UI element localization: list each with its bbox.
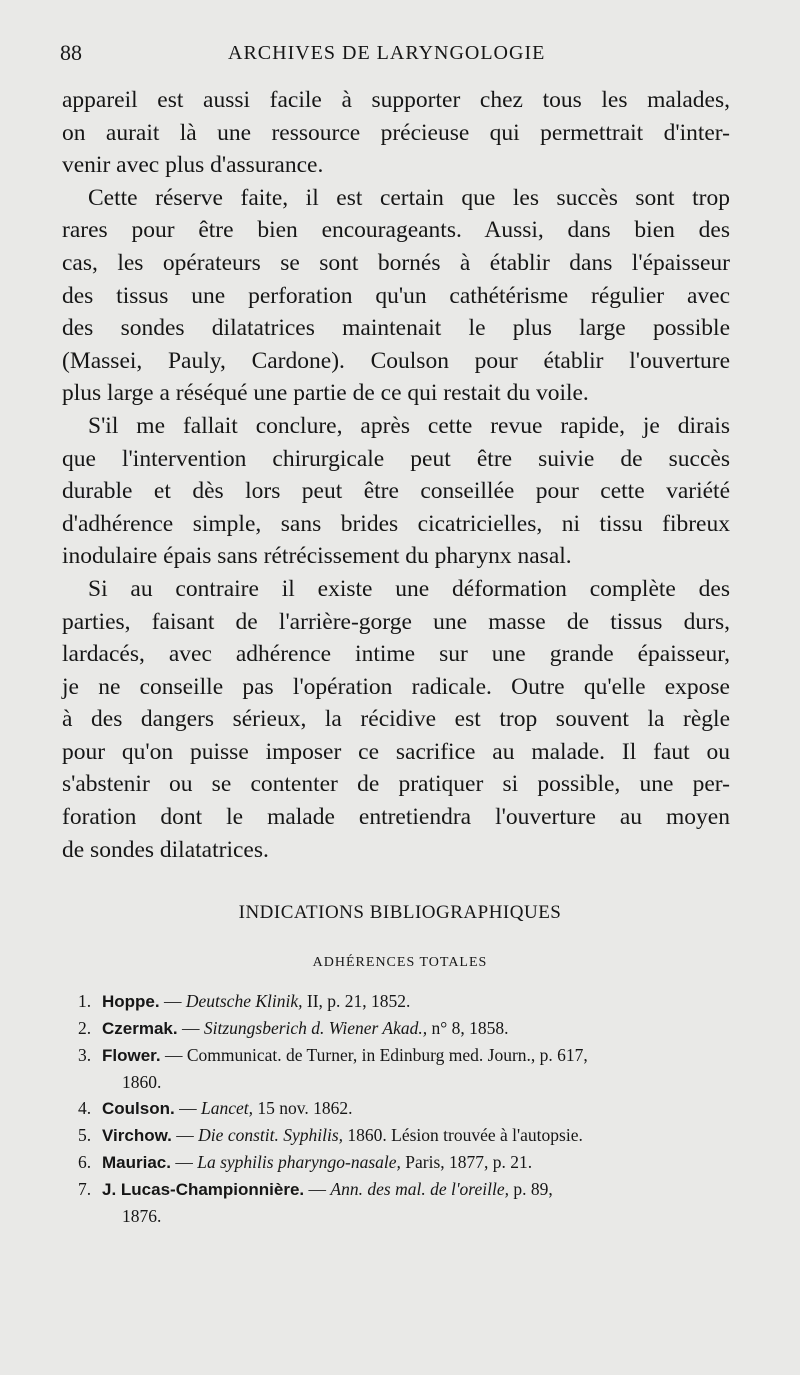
reference-separator: — xyxy=(159,991,186,1011)
text-line: on aurait là une ressource précieuse qui permettrait d'inter- xyxy=(62,119,730,146)
reference-details: II, p. 21, 1852. xyxy=(302,991,411,1011)
reference-number: 3. xyxy=(78,1045,92,1065)
text-line: à des dangers sérieux, la récidive est trop souvent la règle xyxy=(62,706,730,733)
reference-title: Deutsche Klinik, xyxy=(185,991,303,1011)
reference-continuation: 1860. xyxy=(122,1072,162,1092)
text-line: cas, les opérateurs se sont bornés à établir dans l'épaisseur xyxy=(62,249,730,276)
reference-author: J. Lucas-Championnière. xyxy=(102,1180,305,1199)
text-line: je ne conseille pas l'opération radicale. Outre qu'elle expose xyxy=(62,673,730,700)
reference-author: Czermak. xyxy=(102,1019,178,1038)
reference-continuation: 1876. xyxy=(122,1206,162,1226)
text-line: foration dont le malade entretiendra l'ouverture au moyen xyxy=(62,804,730,831)
reference-number: 4. xyxy=(78,1098,92,1118)
reference-author: Hoppe. xyxy=(102,992,160,1011)
reference-item xyxy=(78,1149,728,1176)
text-line: venir avec plus d'assurance. xyxy=(62,152,324,179)
text-line: lardacés, avec adhérence intime sur une grande épaisseur, xyxy=(62,641,730,668)
reference-separator: — xyxy=(304,1179,331,1199)
text-line: inodulaire épais sans rétrécissement du pharynx nasal. xyxy=(62,543,572,570)
text-line: Si au contraire il existe une déformation complète des xyxy=(88,575,730,602)
page-number: 88 xyxy=(60,40,82,65)
reference-item xyxy=(78,1176,728,1203)
reference-separator: — xyxy=(171,1125,199,1145)
reference-list xyxy=(78,988,728,1229)
reference-title: Lancet, xyxy=(200,1098,253,1118)
text-line: pour qu'on puisse imposer ce sacrifice au malade. Il faut ou xyxy=(62,738,730,765)
bibliography-heading: INDICATIONS BIBLIOGRAPHIQUES xyxy=(238,902,562,923)
reference-item xyxy=(78,1095,728,1122)
reference-separator: — xyxy=(177,1018,204,1038)
reference-separator: — xyxy=(174,1098,201,1118)
reference-number: 2. xyxy=(78,1018,92,1038)
text-line: parties, faisant de l'arrière-gorge une masse de tissus durs, xyxy=(62,608,730,635)
reference-details: Paris, 1877, p. 21. xyxy=(400,1152,533,1172)
reference-number: 7. xyxy=(78,1179,92,1199)
reference-separator: — xyxy=(170,1152,198,1172)
reference-title: Sitzungsberich d. Wiener Akad., xyxy=(203,1018,428,1038)
text-line: rares pour être bien encourageants. Aussi, dans bien des xyxy=(62,217,730,244)
text-line: (Massei, Pauly, Cardone). Coulson pour établir l'ouverture xyxy=(62,347,730,374)
reference-title: Ann. des mal. de l'oreille, xyxy=(330,1179,509,1199)
text-line: des tissus une perforation qu'un cathétérisme régulier avec xyxy=(62,282,730,309)
reference-details: Communicat. de Turner, in Edinburg med. Journ., p. 617, xyxy=(186,1045,588,1065)
reference-item xyxy=(78,1015,728,1042)
text-line: appareil est aussi facile à supporter chez tous les malades, xyxy=(62,87,730,113)
reference-author: Flower. xyxy=(102,1046,161,1065)
reference-author: Coulson. xyxy=(102,1099,175,1118)
text-line: durable et dès lors peut être conseillée pour cette variété xyxy=(62,478,730,505)
reference-number: 1. xyxy=(78,991,92,1011)
page-header xyxy=(60,40,740,76)
text-line: que l'intervention chirurgicale peut être suivie de succès xyxy=(62,445,730,472)
running-title: ARCHIVES DE LARYNGOLOGIE xyxy=(228,42,546,64)
reference-title: La syphilis pharyngo-nasale, xyxy=(197,1152,401,1172)
reference-details: 1860. Lésion trouvée à l'autopsie. xyxy=(343,1125,583,1145)
bibliography-subheading: ADHÉRENCES TOTALES xyxy=(312,955,488,970)
reference-number: 6. xyxy=(78,1152,92,1172)
text-line: S'il me fallait conclure, après cette revue rapide, je dirais xyxy=(88,412,730,439)
reference-number: 5. xyxy=(78,1125,92,1145)
body-text xyxy=(62,84,730,866)
reference-author: Virchow. xyxy=(102,1126,172,1145)
reference-details: n° 8, 1858. xyxy=(427,1018,509,1038)
text-line: des sondes dilatatrices maintenait le plus large possible xyxy=(62,315,730,342)
text-line: de sondes dilatatrices. xyxy=(62,836,269,863)
text-line: s'abstenir ou se contenter de pratiquer si possible, une per- xyxy=(62,771,730,798)
reference-item xyxy=(78,988,728,1015)
reference-details: 15 nov. 1862. xyxy=(252,1098,353,1118)
text-line: Cette réserve faite, il est certain que les succès sont trop xyxy=(88,184,730,211)
reference-title: Die constit. Syphilis, xyxy=(198,1125,344,1145)
reference-item xyxy=(78,1122,728,1149)
reference-author: Mauriac. xyxy=(102,1153,171,1172)
text-line: plus large a réséqué une partie de ce qui restait du voile. xyxy=(62,380,589,407)
text-line: d'adhérence simple, sans brides cicatricielles, ni tissu fibreux xyxy=(62,510,730,537)
reference-details: p. 89, xyxy=(508,1179,553,1199)
reference-separator: — xyxy=(160,1045,187,1065)
reference-item xyxy=(78,1042,728,1069)
